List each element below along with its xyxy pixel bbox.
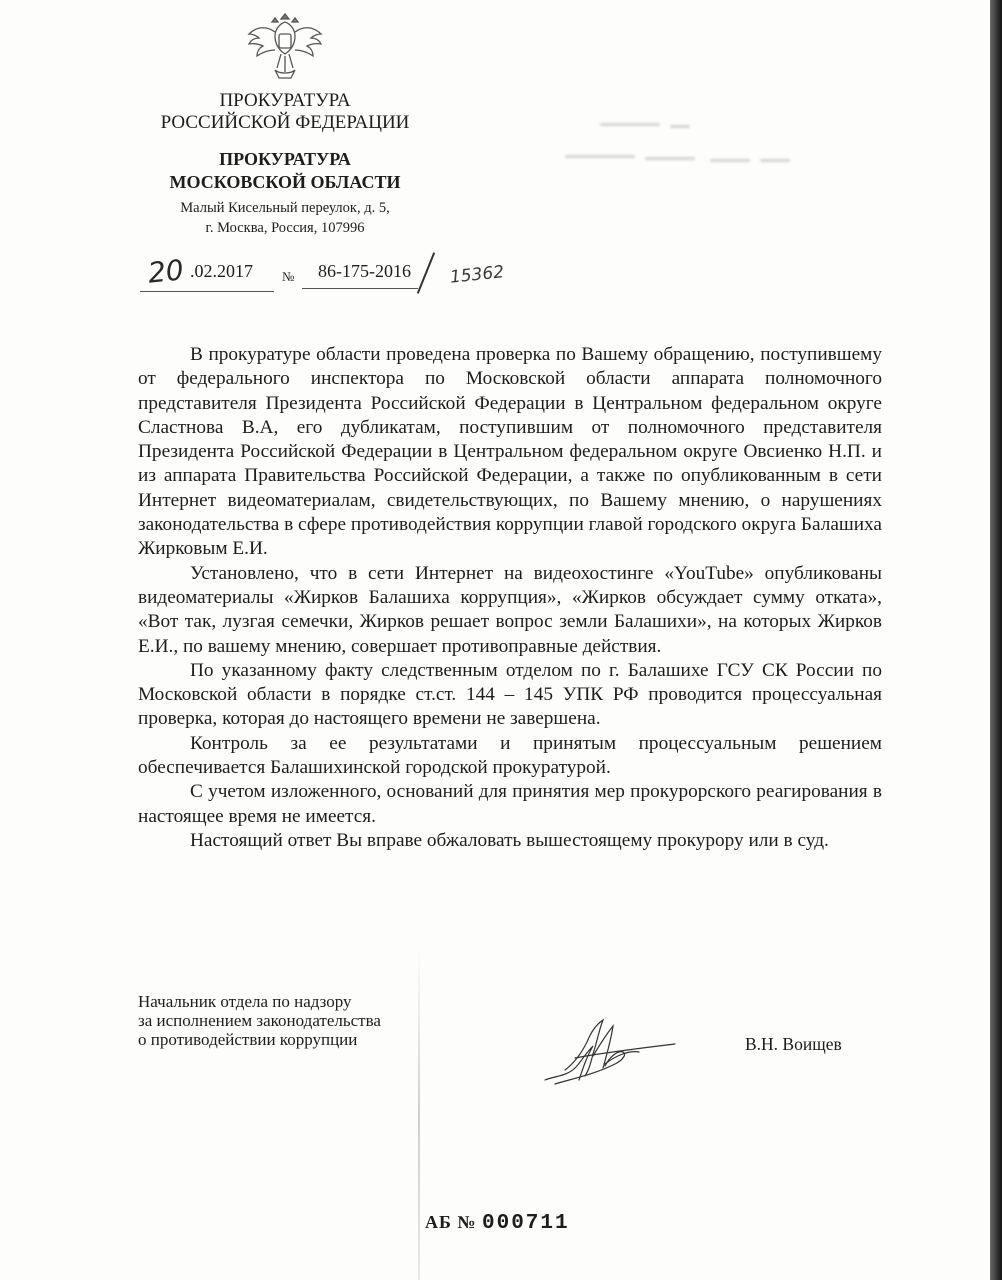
org-line-2: РОССИЙСКОЙ ФЕДЕРАЦИИ bbox=[160, 112, 410, 133]
signer-name: В.Н. Воищев bbox=[745, 1034, 842, 1054]
paragraph: В прокуратуре области проведена проверка по Вашему обращению, поступившему от федерального инспектора по Московской области аппарата полномочного представителя Президента Российской Федерации в Центральном федеральном округе Сластнова В.А, его дубликатам, поступившим от полномочного представителя Президента Российской Федерации в Центральном федеральном округе Овсиенко Н.П. и из аппарата Правительства Российской Федерации, а также по опубликованным в сети Интернет видеоматериалам, свидетельствующих, по Вашему мнению, о нарушениях законодательства в сфере противодействия коррупции главой городского округа Балашиха Жирковым Е.И. bbox=[138, 344, 882, 560]
paragraph: По указанному факту следственным отделом по г. Балашихе ГСУ СК России по Московской области в порядке ст.ст. 144 – 145 УПК РФ проводится процессуальная проверка, которая до настоящего времени не завершена. bbox=[138, 659, 882, 730]
handwritten-signature bbox=[535, 1010, 685, 1095]
number-slash bbox=[417, 252, 435, 294]
date-month-year: .02.2017 bbox=[190, 261, 253, 281]
number-underline bbox=[302, 288, 418, 289]
date-underline bbox=[140, 291, 274, 292]
number-sign: № bbox=[282, 269, 295, 284]
address-line-1: Малый Кисельный переулок, д. 5, bbox=[180, 200, 390, 216]
paragraph: Установлено, что в сети Интернет на видеохостинге «YouTube» опубликованы видеоматериалы «Жирков Балашиха коррупция», «Жирков обсуждает сумму отката», «Вот так, лузгая семечки, Жирков решает вопрос земли Балашихи», на которых Жирков Е.И., по вашему мнению, совершает противоправные действия. bbox=[138, 562, 882, 657]
letter-body bbox=[138, 343, 882, 853]
handwritten-date-day: 20 bbox=[146, 253, 186, 290]
paragraph: Контроль за ее результатами и принятым процессуальным решением обеспечивается Балашихинской городской прокуратурой. bbox=[138, 732, 882, 779]
org-sub-line-1: ПРОКУРАТУРА bbox=[219, 149, 351, 169]
registration-row bbox=[140, 255, 560, 295]
address-line-2: г. Москва, Россия, 107996 bbox=[205, 220, 365, 236]
org-header-regional bbox=[160, 148, 410, 194]
handwritten-incoming-number: 15362 bbox=[449, 262, 505, 288]
serial-number: 000711 bbox=[482, 1212, 570, 1235]
paragraph: Настоящий ответ Вы вправе обжаловать вышестоящему прокурору или в суд. bbox=[190, 829, 829, 851]
paper-fold bbox=[418, 950, 420, 1280]
org-sub-line-2: МОСКОВСКОЙ ОБЛАСТИ bbox=[169, 172, 401, 192]
form-serial bbox=[425, 1212, 570, 1235]
org-address bbox=[160, 198, 410, 238]
redacted-addressee bbox=[560, 115, 800, 185]
serial-series: АБ № bbox=[425, 1212, 477, 1232]
org-header-federal bbox=[160, 90, 410, 134]
registration-number: 86-175-2016 bbox=[318, 261, 411, 281]
org-line-1: ПРОКУРАТУРА bbox=[219, 90, 351, 111]
page-edge-shadow bbox=[990, 0, 1002, 1280]
paragraph: С учетом изложенного, оснований для принятия мер прокурорского реагирования в настоящее время не имеется. bbox=[138, 781, 882, 827]
coat-of-arms-icon bbox=[245, 8, 325, 88]
signer-position-title: Начальник отдела по надзору за исполнением законодательства о противодействии коррупции bbox=[138, 992, 381, 1049]
